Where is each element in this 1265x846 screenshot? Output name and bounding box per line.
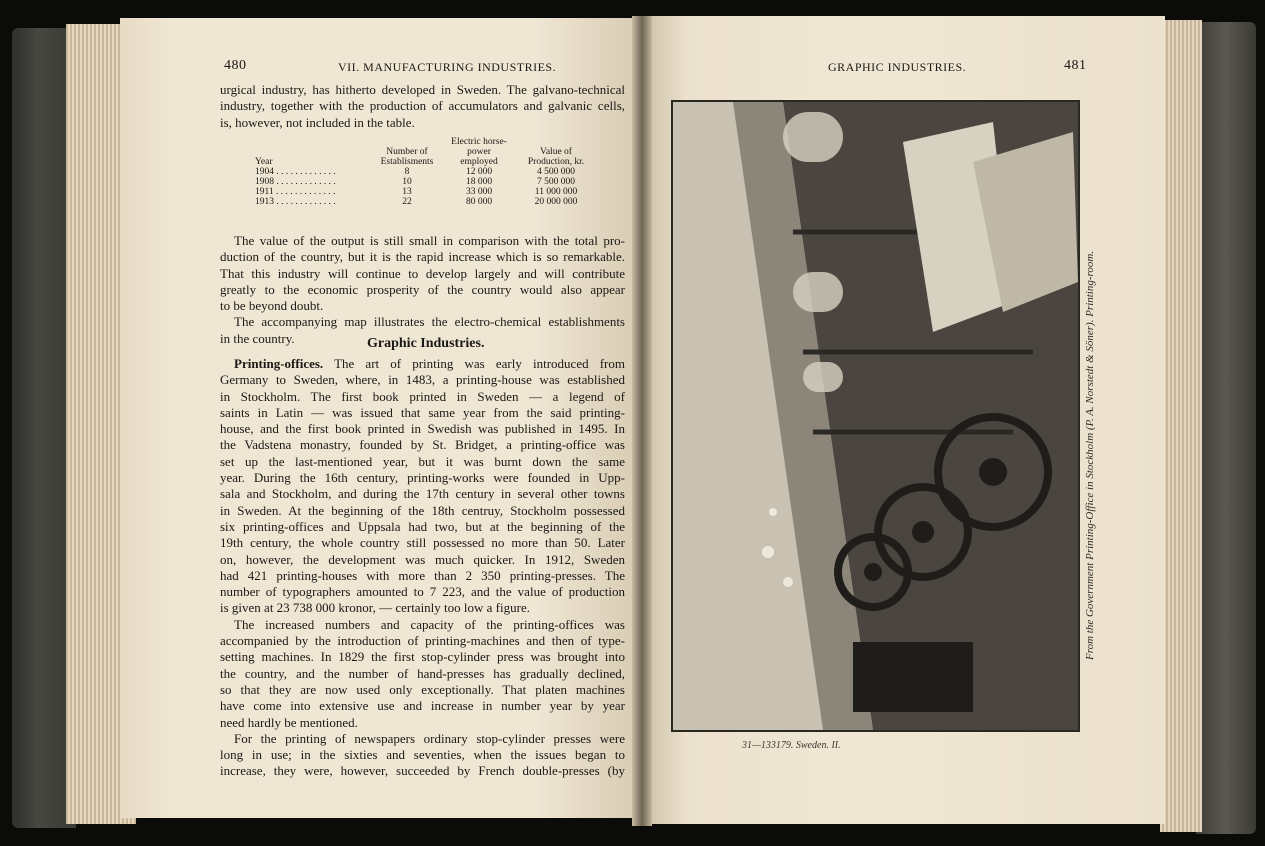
paragraph-line: need hardly be mentioned. — [220, 714, 358, 730]
paragraph-line: The value of the output is still small in comparison with the total pro- — [234, 233, 625, 248]
paragraph-line — [220, 356, 625, 372]
photograph-illustration — [673, 102, 1078, 730]
paragraph-line: accompanied by the introduction of printing-machines and then of type- — [220, 633, 625, 649]
table-cell: 11 000 000 — [534, 187, 578, 197]
table-cell: 10 — [402, 177, 412, 187]
table-cell: 8 — [404, 167, 410, 177]
production-table — [249, 137, 597, 207]
right-page-edges — [1160, 20, 1202, 832]
paragraph-line: saints in Latin — was issued that same year from the said printing- — [220, 404, 625, 420]
right-cover-board — [1196, 22, 1256, 834]
paragraph-line: have come into extensive use and increase in number year by year — [220, 698, 625, 714]
table-cell: 4 500 000 — [537, 167, 575, 177]
left-running-head: VII. MANUFACTURING INDUSTRIES. — [338, 60, 557, 74]
paragraph-line: greatly to the economic prosperity of the country would also appear — [220, 281, 625, 297]
table-header: Number of Establisments — [380, 147, 434, 167]
table-cell: 18 000 — [465, 177, 493, 187]
table-cell: 20 000 000 — [534, 197, 578, 207]
paragraph-line: the country, and the number of hand-presses has gradually declined, — [220, 665, 625, 681]
table-row — [249, 177, 597, 187]
paragraph-line: increase, they were, however, succeeded by French double-presses (by — [220, 763, 625, 779]
paragraph-line: in Sweden. At the beginning of the 18th centruy, Stockholm possessed — [220, 502, 625, 518]
paragraph-line: house, and the first book printed in Swedish was published in 1495. In — [220, 421, 625, 437]
table-row — [249, 197, 597, 207]
section-heading: Graphic Industries. — [367, 336, 485, 351]
table-header: Value of Production, kr. — [527, 147, 585, 167]
paragraph-line: set up the last-mentioned year, but it was burnt down the same — [220, 453, 625, 469]
paragraph-line: setting machines. In 1829 the first stop-cylinder press was brought into — [220, 649, 625, 665]
table-row — [249, 187, 597, 197]
paragraph-line: sala and Stockholm, and during the 17th century in several other towns — [220, 486, 625, 502]
intro-line: urgical industry, has hitherto developed in Sweden. The galvano-technical — [220, 82, 625, 97]
paragraph-line: number of typographers amounted to 7 223, and the value of production — [220, 584, 625, 600]
paragraph-line-text: The art of printing was early introduced from — [323, 356, 625, 371]
right-page-number: 481 — [1064, 58, 1087, 73]
paragraph-line: duction of the country, but it is the rapid increase which is so remarkable. — [220, 249, 625, 265]
paragraph-line: six printing-offices and Uppsala had two, but at the beginning of the — [220, 518, 625, 534]
left-page-number: 480 — [224, 58, 247, 73]
paragraph-lead: Printing-offices. — [234, 356, 324, 371]
intro-line: industry, together with the production of accumulators and galvanic cells, — [220, 98, 625, 114]
page-footer: 31—133179. Sweden. II. — [742, 740, 841, 751]
paragraph-line: year. During the 16th century, printing-works were founded in Upp- — [220, 470, 625, 486]
table-cell: 1904 . . . . . . . . . . . . . — [255, 167, 336, 177]
paragraph-printing-offices — [220, 356, 625, 780]
paragraph-line: Germany to Sweden, where, in 1483, a printing-house was established — [220, 372, 625, 388]
table-cell: 12 000 — [465, 167, 493, 177]
paragraph-line: to be beyond doubt. — [220, 298, 324, 314]
table-cell: 1913 . . . . . . . . . . . . . — [255, 197, 336, 207]
paragraph-line: is given at 23 738 000 kronor, — certainly too low a figure. — [220, 600, 530, 616]
paragraph-line: the Vadstena monastry, founded by St. Bridget, a printing-office was — [220, 437, 625, 453]
table-cell: 7 500 000 — [537, 177, 575, 187]
printing-room-photograph — [671, 100, 1080, 732]
intro-paragraph — [220, 82, 625, 131]
paragraph-line: For the printing of newspapers ordinary stop-cylinder presses were — [234, 730, 625, 746]
paragraph-line: so that they are now used only exceptionally. That platen machines — [220, 681, 625, 697]
book-gutter — [632, 16, 652, 826]
paragraph-line: had 421 printing-houses with more than 2 350 printing-presses. The — [220, 567, 625, 583]
intro-line: is, however, not included in the table. — [220, 114, 415, 130]
paragraph-line: The accompanying map illustrates the electro-chemical establishments — [234, 314, 625, 330]
photo-caption: From the Government Printing-Office in Stockholm (P. A. Norstedt & Söner). Printing-room. — [1084, 250, 1096, 660]
table-cell: 1911 . . . . . . . . . . . . . — [255, 187, 336, 197]
paragraph-value-of-output — [220, 233, 625, 347]
paragraph-line: 19th century, the whole country still possessed no more than 50. Later — [220, 535, 625, 551]
paragraph-line: That this industry will continue to develop largely and will contribute — [220, 265, 625, 281]
paragraph-line: in the country. — [220, 330, 295, 346]
paragraph-line: in Stockholm. The first book printed in Sweden — a legend of — [220, 388, 625, 404]
table-cell: 22 — [402, 197, 412, 207]
table-header-row — [249, 137, 597, 167]
table-cell: 1908 . . . . . . . . . . . . . — [255, 177, 336, 187]
table-header: Year — [255, 157, 273, 167]
table-header: Electric horse-power employed — [451, 137, 507, 167]
paragraph-line: The increased numbers and capacity of the printing-offices was — [234, 616, 625, 632]
table-cell: 33 000 — [465, 187, 493, 197]
paragraph-line: on, however, the development was much quicker. In 1912, Sweden — [220, 551, 625, 567]
table-row — [249, 167, 597, 177]
table-cell: 80 000 — [465, 197, 493, 207]
paragraph-line: long in use; in the sixties and seventies, when the issues began to — [220, 747, 625, 763]
table-cell: 13 — [402, 187, 412, 197]
right-running-head: GRAPHIC INDUSTRIES. — [828, 60, 967, 74]
